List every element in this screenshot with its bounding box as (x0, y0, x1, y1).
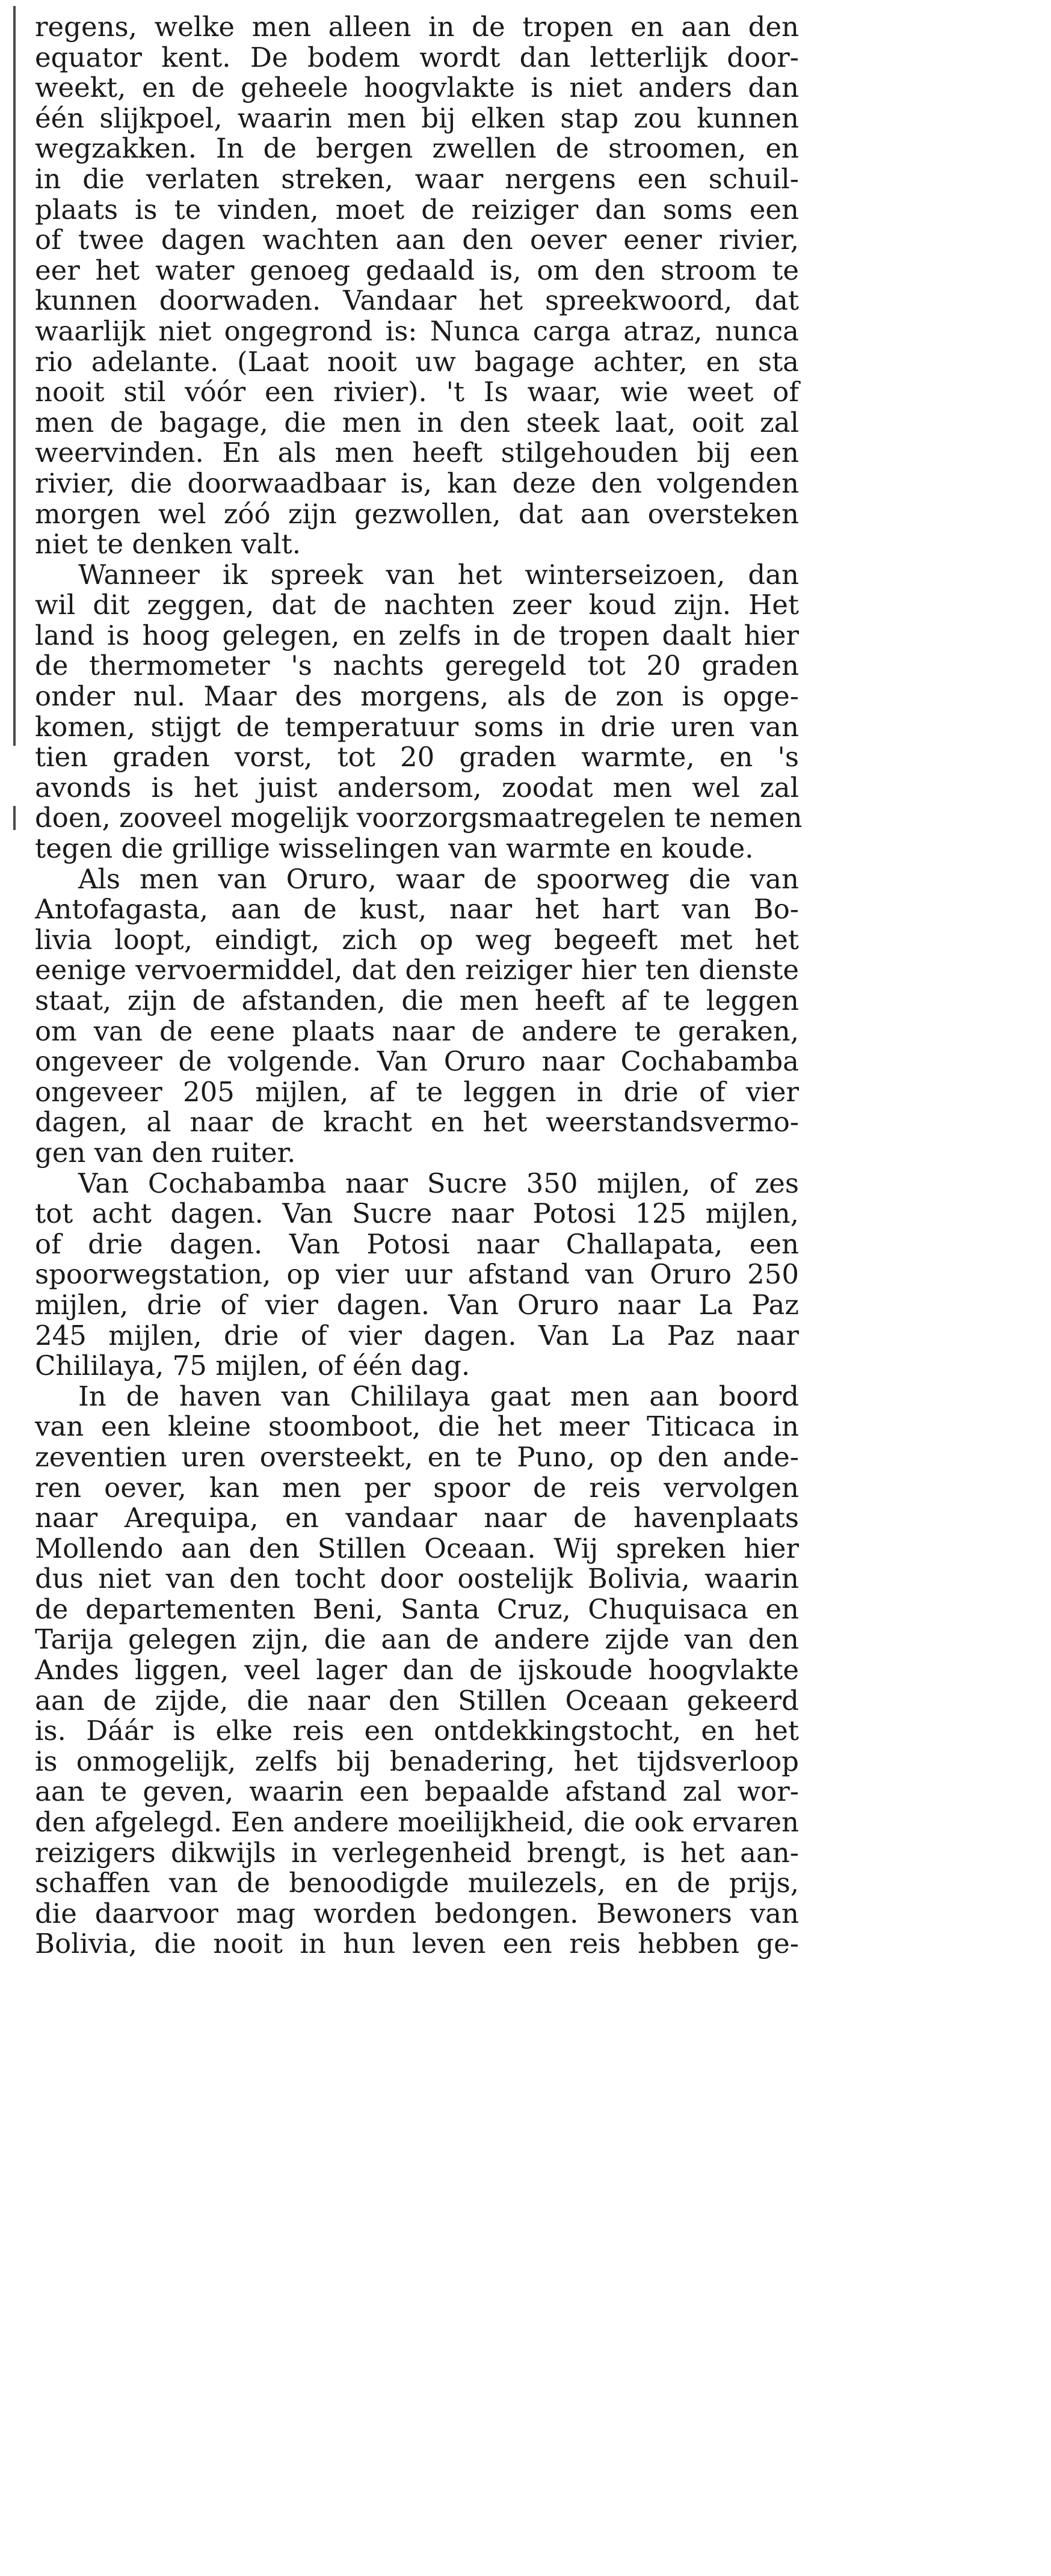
text-line: weervinden. En als men heeft stilgehouden bij een (35, 437, 799, 469)
text-line: morgen wel zóó zijn gezwollen, dat aan oversteken (35, 497, 799, 530)
text-line: is. Dáár is elke reis een ontdekkingstocht, en het (35, 1715, 799, 1747)
text-line: ongeveer de volgende. Van Oruro naar Cochabamba (35, 1045, 799, 1078)
text-line: niet te denken valt. (35, 528, 301, 561)
text-line: kunnen doorwaden. Vandaar het spreekwoord, dat (35, 284, 799, 317)
text-line: om van de eene plaats naar de andere te geraken, (35, 1015, 799, 1047)
text-line: tegen die grillige wisselingen van warmte en koude. (35, 832, 754, 865)
text-line: eenige vervoermiddel, dat den reiziger hier ten dienste (35, 954, 799, 986)
text-line: één slijkpoel, waarin men bij elken stap zou kunnen (35, 102, 799, 134)
text-line: nooit stil vóór een rivier). 't Is waar, wie weet of (35, 376, 799, 408)
left-margin-mark (13, 806, 16, 830)
text-line: ren oever, kan men per spoor de reis vervolgen (35, 1471, 799, 1504)
text-line: In de haven van Chililaya gaat men aan boord (78, 1380, 799, 1412)
paragraph-5 (35, 1382, 799, 1960)
text-line: mijlen, drie of vier dagen. Van Oruro naar La Paz (35, 1288, 799, 1321)
text-line: spoorwegstation, op vier uur afstand van Oruro 250 (35, 1258, 799, 1291)
text-line: komen, stijgt de temperatuur soms in drie uren van (35, 710, 799, 743)
text-line: Chililaya, 75 mijlen, of één dag. (35, 1350, 470, 1382)
text-line: rio adelante. (Laat nooit uw bagage achter, en sta (35, 345, 799, 378)
text-line: Als men van Oruro, waar de spoorweg die van (78, 862, 799, 895)
text-line: regens, welke men alleen in de tropen en aan den (35, 11, 799, 43)
text-line: naar Arequipa, en vandaar naar de havenplaats (35, 1502, 799, 1534)
text-line: land is hoog gelegen, en zelfs in de tropen daalt hier (35, 619, 799, 651)
text-line: of drie dagen. Van Potosi naar Challapata, een (35, 1228, 799, 1260)
text-line: eer het water genoeg gedaald is, om den stroom te (35, 254, 799, 286)
text-line: livia loopt, eindigt, zich op weg begeeft met het (35, 923, 799, 956)
body-text (35, 11, 803, 1960)
text-line: zeventien uren oversteekt, en te Puno, op den ande- (35, 1440, 799, 1473)
text-line: onder nul. Maar des morgens, als de zon is opge- (35, 680, 799, 713)
paragraph-4 (35, 1169, 799, 1382)
text-line: die daarvoor mag worden bedongen. Bewoners van (35, 1897, 799, 1929)
text-line: dagen, al naar de kracht en het weerstandsvermo- (35, 1106, 799, 1139)
paragraph-2 (35, 558, 803, 865)
text-line: de thermometer 's nachts geregeld tot 20 graden (35, 650, 799, 682)
text-line: doen, zooveel mogelijk voorzorgsmaatregelen te nemen (35, 802, 803, 834)
text-line: Wanneer ik spreek van het winterseizoen, dan (78, 558, 799, 591)
text-line: schaffen van de benoodigde muilezels, en de prijs, (35, 1867, 799, 1899)
text-line: Tarija gelegen zijn, die aan de andere zijde van den (35, 1623, 799, 1656)
text-line: de departementen Beni, Santa Cruz, Chuquisaca en (35, 1593, 799, 1625)
text-line: gen van den ruiter. (35, 1136, 296, 1169)
paragraph-1 (35, 12, 799, 560)
text-line: Andes liggen, veel lager dan de ijskoude hoogvlakte (35, 1654, 799, 1686)
text-line: aan te geven, waarin een bepaalde afstand zal wor- (35, 1775, 799, 1808)
text-line: tien graden vorst, tot 20 graden warmte, en 's (35, 741, 799, 773)
text-line: is onmogelijk, zelfs bij benadering, het tijdsverloop (35, 1745, 799, 1777)
text-line: Mollendo aan den Stillen Oceaan. Wij spreken hier (35, 1532, 799, 1564)
text-line: rivier, die doorwaadbaar is, kan deze den volgenden (35, 467, 799, 499)
text-line: Antofagasta, aan de kust, naar het hart van Bo- (35, 893, 799, 926)
text-line: wegzakken. In de bergen zwellen de stroomen, en (35, 132, 799, 165)
text-line: plaats is te vinden, moet de reiziger dan soms een (35, 193, 799, 226)
text-line: in die verlaten streken, waar nergens een schuil- (35, 162, 799, 195)
text-line: Bolivia, die nooit in hun leven een reis hebben ge- (35, 1928, 799, 1960)
left-margin-rule (13, 6, 16, 746)
paragraph-3 (35, 864, 799, 1169)
text-line: 245 mijlen, drie of vier dagen. Van La Paz naar (35, 1319, 799, 1351)
text-line: ongeveer 205 mijlen, af te leggen in drie of vier (35, 1075, 799, 1108)
text-line: men de bagage, die men in den steek laat, ooit zal (35, 406, 799, 438)
text-line: reizigers dikwijls in verlegenheid brengt, is het aan- (35, 1836, 799, 1869)
text-line: aan de zijde, die naar den Stillen Oceaan gekeerd (35, 1684, 799, 1717)
text-line: dus niet van den tocht door oostelijk Bolivia, waarin (35, 1563, 799, 1595)
text-line: tot acht dagen. Van Sucre naar Potosi 125 mijlen, (35, 1197, 799, 1230)
text-line: avonds is het juist andersom, zoodat men wel zal (35, 771, 799, 804)
text-line: waarlijk niet ongegrond is: Nunca carga atraz, nunca (35, 315, 799, 347)
text-line: wil dit zeggen, dat de nachten zeer koud zijn. Het (35, 589, 799, 621)
text-line: van een kleine stoomboot, die het meer Titicaca in (35, 1410, 799, 1443)
text-line: Van Cochabamba naar Sucre 350 mijlen, of zes (78, 1167, 799, 1199)
text-line: weekt, en de geheele hoogvlakte is niet anders dan (35, 72, 799, 104)
text-line: staat, zijn de afstanden, die men heeft af te leggen (35, 985, 799, 1016)
text-line: equator kent. De bodem wordt dan letterlijk door- (35, 41, 799, 73)
text-line: of twee dagen wachten aan den oever eener rivier, (35, 224, 799, 256)
text-line: den afgelegd. Een andere moeilijkheid, die ook ervaren (35, 1806, 799, 1839)
